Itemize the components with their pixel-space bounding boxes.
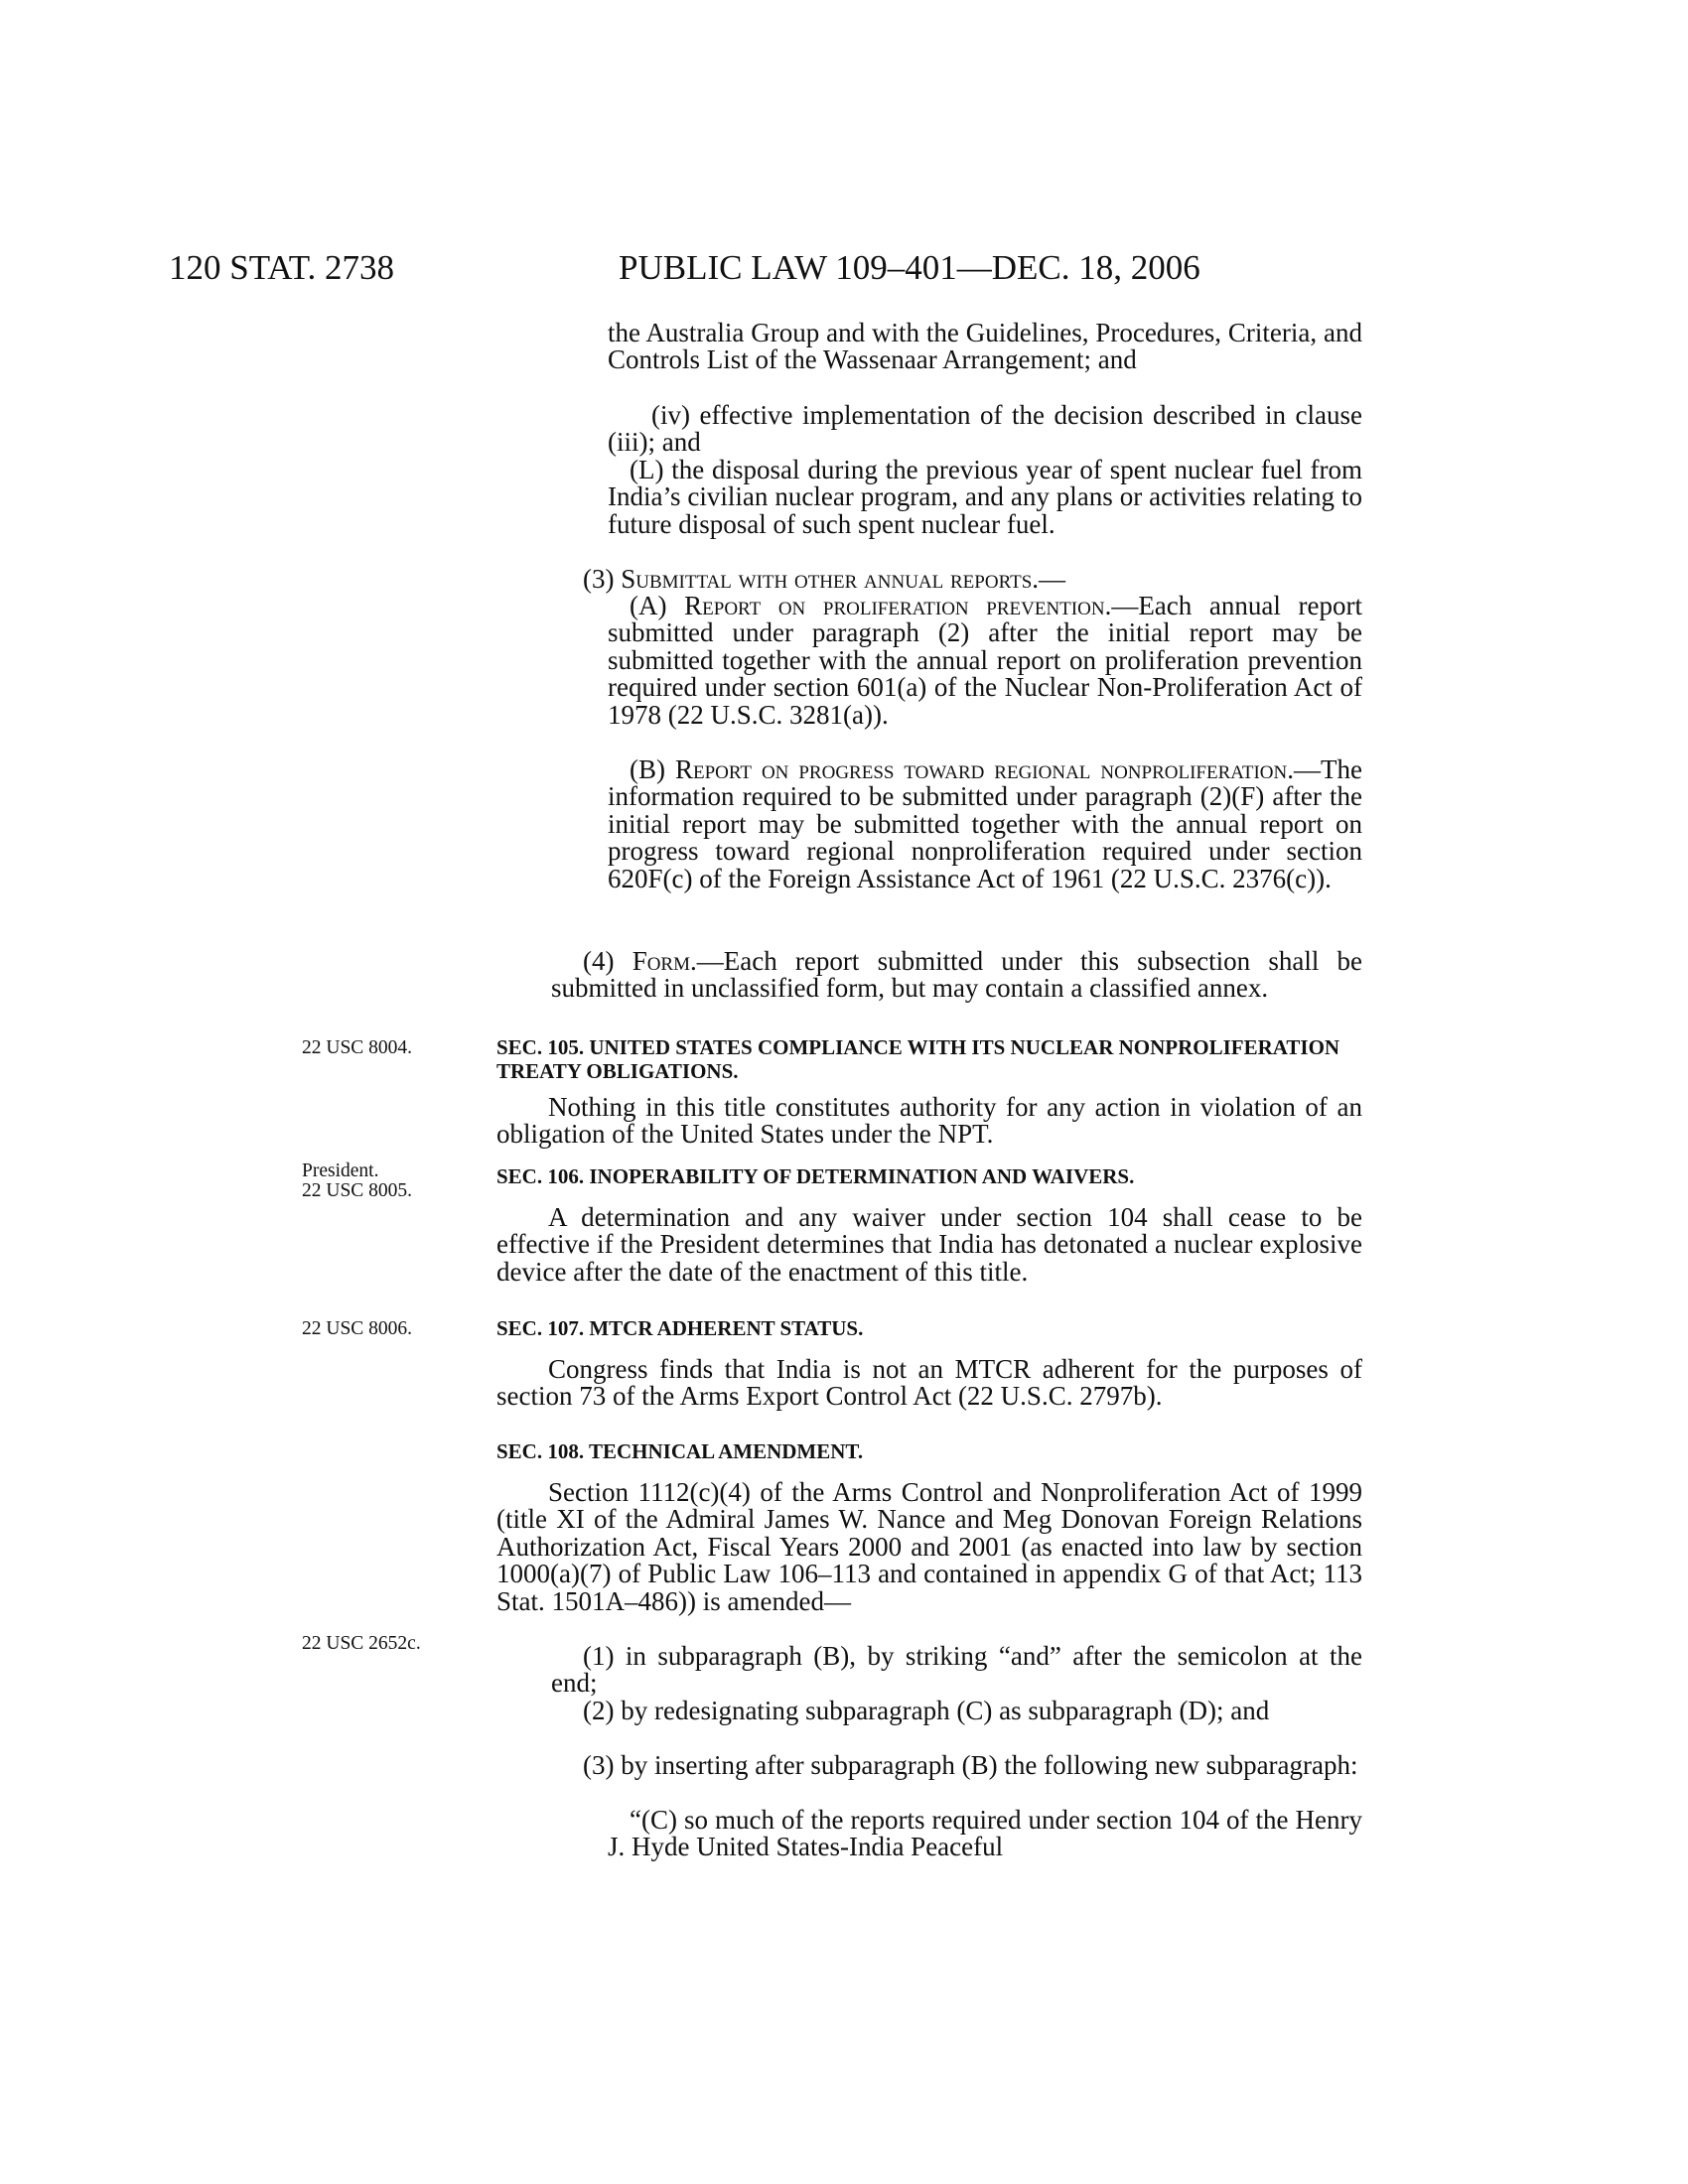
margin-note-107: 22 USC 8006. xyxy=(302,1318,413,1339)
paragraph-3-title: Submittal with other annual reports xyxy=(621,564,1033,594)
subparagraph-a-title: Report on proliferation prevention xyxy=(684,591,1105,620)
subparagraph-a-number: (A) xyxy=(630,591,685,620)
section-106-heading: SEC. 106. INOPERABILITY OF DETERMINATION AND WAIVERS. xyxy=(496,1164,1135,1188)
subparagraph-b-number: (B) xyxy=(630,754,675,784)
stat-reference: 120 STAT. 2738 xyxy=(169,248,394,287)
subparagraph-b-title: Report on progress toward regional nonproliferation xyxy=(674,754,1288,784)
section-107-heading: SEC. 107. MTCR ADHERENT STATUS. xyxy=(496,1316,864,1340)
paragraph-continuation: the Australia Group and with the Guidelines, Procedures, Criteria, and Controls List of the Wassenaar Arrangement; and xyxy=(608,318,1362,375)
paragraph-4-text: .—Each report submitted under this subsection shall be submitted in unclassified form, but may contain a classified annex. xyxy=(551,946,1363,1004)
margin-note-105: 22 USC 8004. xyxy=(302,1037,413,1058)
page-title: PUBLIC LAW 109–401—DEC. 18, 2006 xyxy=(619,248,1200,287)
section-108-item-2: (2) by redesignating subparagraph (C) as subparagraph (D); and xyxy=(583,1696,1270,1725)
section-108-quoted-c: “(C) so much of the reports required under section 104 of the Henry J. Hyde United States-India Peaceful xyxy=(608,1805,1362,1862)
margin-note-106: 22 USC 8005. xyxy=(302,1180,413,1201)
section-108-heading: SEC. 108. TECHNICAL AMENDMENT. xyxy=(496,1439,864,1463)
section-105-body: Nothing in this title constitutes authority for any action in violation of an obligation of the United States under the NPT. xyxy=(496,1092,1362,1150)
paragraph-3-heading xyxy=(583,566,1362,593)
section-108-body: Section 1112(c)(4) of the Arms Control and Nonproliferation Act of 1999 (title XI of the Admiral James W. Nance and Meg Donovan Foreign Relations Authorization Act, Fiscal Years 2000 and 2001 (as enacted into law by section 1000(a)(7) of Public Law 106–113 and contained in appendix G of that Act; 113 Stat. 1501A–486)) is amended— xyxy=(496,1477,1362,1616)
paragraph-4-number: (4) xyxy=(583,946,633,976)
clause-iv: (iv) effective implementation of the decision described in clause (iii); and xyxy=(608,400,1362,458)
section-105-heading: SEC. 105. UNITED STATES COMPLIANCE WITH ITS NUCLEAR NONPROLIFERATION TREATY OBLIGATIONS. xyxy=(496,1035,1340,1083)
paragraph-4 xyxy=(551,948,1362,1003)
paragraph-4-title: Form xyxy=(632,946,690,976)
margin-note-108: 22 USC 2652c. xyxy=(302,1633,421,1654)
paragraph-3-dash: .— xyxy=(1032,564,1066,594)
subparagraph-a-text: .—Each annual report submitted under paragraph (2) after the initial report may be submitted together with the annual report on proliferation prevention required under section 601(a) of the Nuclear Non-Proliferation Act of 1978 (22 U.S.C. 3281(a)). xyxy=(608,591,1363,730)
paragraph-3-number: (3) xyxy=(583,564,622,594)
margin-note-106-president: President. xyxy=(302,1160,379,1181)
section-107-body: Congress finds that India is not an MTCR adherent for the purposes of section 73 of the Arms Export Control Act (22 U.S.C. 2797b). xyxy=(496,1354,1362,1412)
section-108-item-1: (1) in subparagraph (B), by striking “and” after the semicolon at the end; xyxy=(551,1641,1362,1699)
section-106-body: A determination and any waiver under section 104 shall cease to be effective if the President determines that India has detonated a nuclear explosive device after the date of the enactment of this title. xyxy=(496,1202,1362,1287)
subparagraph-a xyxy=(608,593,1362,729)
subparagraph-b xyxy=(608,756,1362,892)
subparagraph-l: (L) the disposal during the previous year of spent nuclear fuel from India’s civilian nuclear program, and any plans or activities relating to future disposal of such spent nuclear fuel. xyxy=(608,455,1362,539)
subparagraph-b-text: .—The information required to be submitted under paragraph (2)(F) after the initial report may be submitted together with the annual report on progress toward regional nonproliferation required under section 620F(c) of the Foreign Assistance Act of 1961 (22 U.S.C. 2376(c)). xyxy=(608,754,1362,893)
section-108-item-3: (3) by inserting after subparagraph (B) the following new subparagraph: xyxy=(583,1750,1358,1780)
